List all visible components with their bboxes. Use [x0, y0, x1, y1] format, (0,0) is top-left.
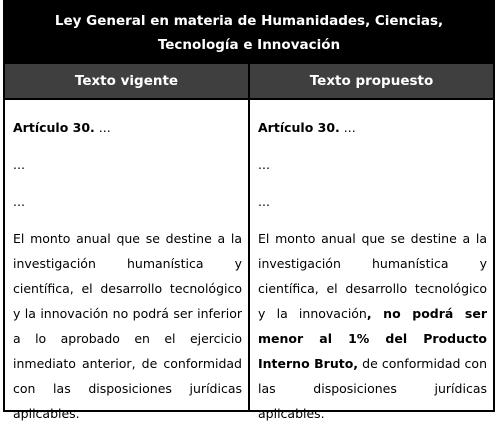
- article-label: Artículo 30.: [13, 120, 95, 135]
- article-suffix: ...: [94, 120, 111, 135]
- table-title-row: [5, 2, 493, 64]
- proposed-paragraph-start: El monto anual que se destine a la investigación humanística y científica, el desarrollo tecnológico y la innovación: [258, 231, 487, 321]
- current-text-cell: [5, 100, 250, 421]
- article-heading: [13, 115, 242, 140]
- ellipsis-paragraph: ...: [258, 157, 270, 172]
- proposed-paragraph-end: de conformidad con las disposiciones jurídicas aplicables.: [258, 356, 487, 421]
- comparison-table: [3, 0, 495, 421]
- proposed-paragraph: [258, 226, 487, 426]
- ellipsis-paragraph: ...: [13, 157, 25, 172]
- column-header-proposed: Texto propuesto: [309, 73, 434, 89]
- ellipsis-paragraph: ...: [258, 194, 270, 209]
- column-header-current: Texto vigente: [5, 64, 250, 98]
- table-title: Ley General en materia de Humanidades, Ciencias, Tecnología e Innovación: [54, 13, 444, 53]
- proposed-paragraph-emphasis: , no podrá ser menor al 1% del Producto Interno Bruto,: [258, 306, 487, 371]
- article-suffix: ...: [339, 120, 356, 135]
- article-label: Artículo 30.: [258, 120, 340, 135]
- current-paragraph: El monto anual que se destine a la investigación humanística y científica, el desarrollo tecnológico y la innovación no podrá ser inferior a lo aprobado en el ejercicio inmediato anterior, de conformidad con las disposiciones jurídicas aplicables.: [13, 231, 242, 421]
- proposed-text-cell: [250, 100, 493, 421]
- column-header-row: [5, 64, 493, 100]
- ellipsis-paragraph: ...: [13, 194, 25, 209]
- article-heading: [258, 115, 487, 140]
- table-body-row: [5, 100, 493, 421]
